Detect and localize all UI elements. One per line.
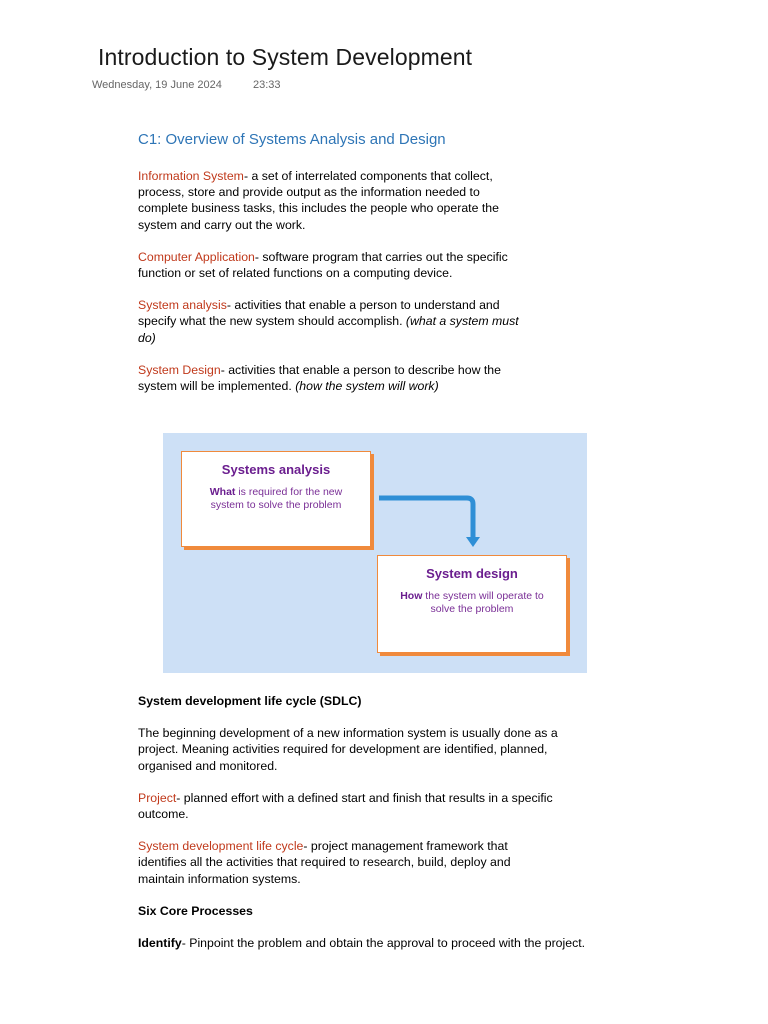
definition-system-analysis xyxy=(138,297,523,346)
analysis-keyword: What xyxy=(209,486,236,498)
definition-information-system xyxy=(138,168,523,233)
section-heading: C1: Overview of Systems Analysis and Design xyxy=(138,131,446,148)
term-system-design: System Design xyxy=(138,362,221,377)
definition-text: - activities that enable a person to understand and specify what the new system should accomplish. xyxy=(138,298,500,329)
definition-identify xyxy=(138,935,598,951)
definition-text: - a set of interrelated components that collect, process, store and provide output as the information needed to complete business tasks, this includes the people who operate the system and carry out the work. xyxy=(138,169,499,232)
design-description: the system will operate to solve the problem xyxy=(422,590,544,615)
definition-text: - project management framework that identifies all the activities that required to research, build, deploy and maintain information systems. xyxy=(138,839,511,886)
sdlc-heading xyxy=(138,693,598,709)
term-information-system: Information System xyxy=(138,169,244,183)
definition-text: - Pinpoint the problem and obtain the approval to proceed with the project. xyxy=(181,936,586,951)
systems-analysis-title: Systems analysis xyxy=(221,462,331,477)
page-title: Introduction to System Development xyxy=(98,44,473,70)
term-sdlc: System development life cycle xyxy=(138,839,304,854)
design-keyword: How xyxy=(400,590,423,602)
sdlc-intro: The beginning development of a new information system is usually done as a project. Meaning activities required for development are identified, planned, organised and monitored. xyxy=(138,726,558,773)
definition-note: (what a system must do) xyxy=(138,314,519,345)
page-date: Wednesday, 19 June 2024 xyxy=(92,79,222,91)
sdlc-heading-text: System development life cycle (SDLC) xyxy=(138,694,362,708)
definitions-section xyxy=(138,130,588,410)
page-time: 23:33 xyxy=(253,79,281,91)
analysis-design-diagram xyxy=(163,433,587,673)
term-project: Project xyxy=(138,790,177,805)
definition-project xyxy=(138,790,598,822)
system-design-title: System design xyxy=(426,566,518,581)
definition-computer-application xyxy=(138,249,533,281)
analysis-description: is required for the new system to solve the problem xyxy=(210,486,343,511)
definition-system-design xyxy=(138,362,523,394)
definition-text: - planned effort with a defined start and finish that results in a specific outcome. xyxy=(138,790,553,822)
system-design-box xyxy=(377,555,567,653)
core-processes-heading xyxy=(138,903,598,919)
core-processes-heading-text: Six Core Processes xyxy=(138,903,253,918)
term-computer-application: Computer Application xyxy=(138,249,255,264)
definition-text: - activities that enable a person to describe how the system will be implemented. xyxy=(138,362,501,394)
system-design-text xyxy=(378,590,566,616)
definition-sdlc xyxy=(138,838,553,887)
systems-analysis-text xyxy=(182,486,370,512)
definition-note: (how the system will work) xyxy=(295,379,439,394)
term-system-analysis: System analysis xyxy=(138,298,227,313)
systems-analysis-box xyxy=(181,451,371,547)
term-identify: Identify xyxy=(138,936,182,951)
definition-text: - software program that carries out the specific function or set of related functions on a computing device. xyxy=(138,249,508,281)
sdlc-section xyxy=(138,693,598,967)
